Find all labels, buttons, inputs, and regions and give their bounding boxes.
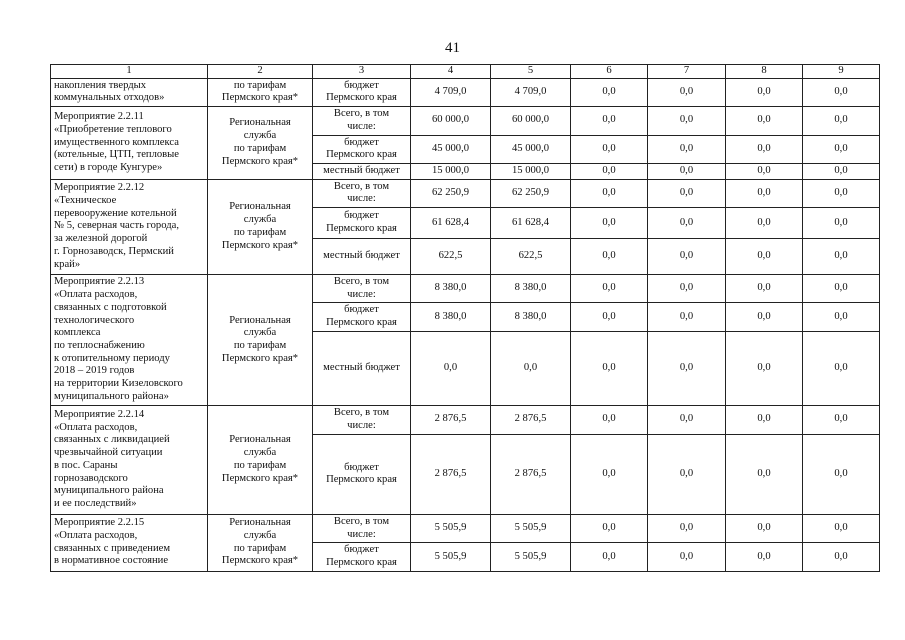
funding-source-cell: бюджет Пермского края <box>313 208 411 239</box>
amount-cell: 622,5 <box>491 239 571 275</box>
funding-source-cell: Всего, в том числе: <box>313 514 411 542</box>
amount-cell: 61 628,4 <box>491 208 571 239</box>
amount-cell: 0,0 <box>803 434 880 514</box>
amount-cell: 62 250,9 <box>491 179 571 207</box>
amount-cell: 0,0 <box>726 107 803 135</box>
amount-cell: 0,0 <box>571 514 648 542</box>
funding-source-cell: Всего, в том числе: <box>313 275 411 303</box>
amount-cell: 0,0 <box>571 543 648 571</box>
amount-cell: 0,0 <box>648 434 726 514</box>
amount-cell: 0,0 <box>726 135 803 163</box>
amount-cell: 15 000,0 <box>491 163 571 179</box>
amount-cell: 622,5 <box>411 239 491 275</box>
amount-cell: 0,0 <box>648 303 726 331</box>
amount-cell: 60 000,0 <box>491 107 571 135</box>
amount-cell: 0,0 <box>803 135 880 163</box>
amount-cell: 0,0 <box>411 331 491 405</box>
amount-cell: 0,0 <box>803 331 880 405</box>
amount-cell: 0,0 <box>803 107 880 135</box>
amount-cell: 0,0 <box>571 179 648 207</box>
table-row <box>51 179 880 207</box>
amount-cell: 0,0 <box>726 163 803 179</box>
amount-cell: 0,0 <box>803 78 880 106</box>
column-header: 3 <box>313 65 411 79</box>
amount-cell: 0,0 <box>491 331 571 405</box>
amount-cell: 0,0 <box>726 179 803 207</box>
amount-cell: 0,0 <box>803 179 880 207</box>
amount-cell: 0,0 <box>726 303 803 331</box>
event-name-cell: накопления твердых коммунальных отходов» <box>51 78 208 106</box>
amount-cell: 0,0 <box>571 405 648 434</box>
amount-cell: 0,0 <box>726 405 803 434</box>
amount-cell: 5 505,9 <box>411 543 491 571</box>
table-row <box>51 107 880 135</box>
amount-cell: 8 380,0 <box>411 275 491 303</box>
amount-cell: 0,0 <box>571 78 648 106</box>
amount-cell: 0,0 <box>648 135 726 163</box>
amount-cell: 0,0 <box>726 78 803 106</box>
funding-source-cell: бюджет Пермского края <box>313 303 411 331</box>
amount-cell: 15 000,0 <box>411 163 491 179</box>
responsible-cell: Региональная служба по тарифам Пермского края* <box>208 179 313 274</box>
program-table <box>50 64 880 572</box>
amount-cell: 0,0 <box>726 434 803 514</box>
amount-cell: 4 709,0 <box>491 78 571 106</box>
amount-cell: 0,0 <box>648 179 726 207</box>
header-row <box>51 65 880 79</box>
table-row <box>51 514 880 542</box>
amount-cell: 60 000,0 <box>411 107 491 135</box>
amount-cell: 0,0 <box>571 303 648 331</box>
amount-cell: 0,0 <box>726 208 803 239</box>
responsible-cell: Региональная служба по тарифам Пермского края* <box>208 275 313 406</box>
amount-cell: 5 505,9 <box>491 543 571 571</box>
event-name-cell: Мероприятие 2.2.15 «Оплата расходов, связанных с приведением в нормативное состояние <box>51 514 208 571</box>
amount-cell: 0,0 <box>726 239 803 275</box>
amount-cell: 0,0 <box>803 208 880 239</box>
amount-cell: 0,0 <box>648 514 726 542</box>
column-header: 2 <box>208 65 313 79</box>
amount-cell: 0,0 <box>648 163 726 179</box>
event-name-cell: Мероприятие 2.2.14 «Оплата расходов, связанных с ликвидацией чрезвычайной ситуации в пос. Сараны горнозаводского муниципального района и ее последствий» <box>51 405 208 514</box>
amount-cell: 0,0 <box>726 514 803 542</box>
column-header: 8 <box>726 65 803 79</box>
amount-cell: 0,0 <box>803 514 880 542</box>
amount-cell: 0,0 <box>803 303 880 331</box>
event-name-cell: Мероприятие 2.2.13 «Оплата расходов, связанных с подготовкой технологического комплекса по теплоснабжению к отопительному периоду 2018 – 2019 годов на территории Кизеловского муниципального района» <box>51 275 208 406</box>
responsible-cell: Региональная служба по тарифам Пермского края* <box>208 405 313 514</box>
amount-cell: 45 000,0 <box>491 135 571 163</box>
amount-cell: 0,0 <box>571 275 648 303</box>
amount-cell: 0,0 <box>571 208 648 239</box>
column-header: 1 <box>51 65 208 79</box>
amount-cell: 0,0 <box>571 239 648 275</box>
column-header: 4 <box>411 65 491 79</box>
page-number: 41 <box>445 40 460 56</box>
amount-cell: 0,0 <box>648 275 726 303</box>
funding-source-cell: местный бюджет <box>313 239 411 275</box>
amount-cell: 0,0 <box>571 135 648 163</box>
amount-cell: 5 505,9 <box>491 514 571 542</box>
amount-cell: 8 380,0 <box>411 303 491 331</box>
funding-source-cell: бюджет Пермского края <box>313 434 411 514</box>
amount-cell: 0,0 <box>803 543 880 571</box>
funding-source-cell: бюджет Пермского края <box>313 78 411 106</box>
event-name-cell: Мероприятие 2.2.11 «Приобретение теплового имущественного комплекса (котельные, ЦТП, тепловые сети) в городе Кунгуре» <box>51 107 208 180</box>
amount-cell: 0,0 <box>803 239 880 275</box>
amount-cell: 0,0 <box>726 331 803 405</box>
amount-cell: 8 380,0 <box>491 303 571 331</box>
amount-cell: 0,0 <box>648 239 726 275</box>
column-header: 7 <box>648 65 726 79</box>
funding-source-cell: бюджет Пермского края <box>313 135 411 163</box>
amount-cell: 2 876,5 <box>491 434 571 514</box>
table-row <box>51 405 880 434</box>
amount-cell: 2 876,5 <box>411 405 491 434</box>
amount-cell: 62 250,9 <box>411 179 491 207</box>
amount-cell: 0,0 <box>648 107 726 135</box>
column-header: 5 <box>491 65 571 79</box>
funding-source-cell: Всего, в том числе: <box>313 179 411 207</box>
funding-source-cell: местный бюджет <box>313 331 411 405</box>
column-header: 9 <box>803 65 880 79</box>
amount-cell: 5 505,9 <box>411 514 491 542</box>
amount-cell: 61 628,4 <box>411 208 491 239</box>
amount-cell: 8 380,0 <box>491 275 571 303</box>
amount-cell: 0,0 <box>803 163 880 179</box>
amount-cell: 0,0 <box>648 331 726 405</box>
amount-cell: 0,0 <box>726 275 803 303</box>
amount-cell: 0,0 <box>648 78 726 106</box>
amount-cell: 0,0 <box>803 405 880 434</box>
responsible-cell: Региональная служба по тарифам Пермского края* <box>208 514 313 571</box>
table-body <box>51 65 880 572</box>
amount-cell: 0,0 <box>648 208 726 239</box>
funding-source-cell: местный бюджет <box>313 163 411 179</box>
funding-source-cell: Всего, в том числе: <box>313 405 411 434</box>
amount-cell: 0,0 <box>726 543 803 571</box>
amount-cell: 0,0 <box>571 434 648 514</box>
amount-cell: 0,0 <box>803 275 880 303</box>
responsible-cell: Региональная служба по тарифам Пермского края* <box>208 107 313 180</box>
amount-cell: 45 000,0 <box>411 135 491 163</box>
funding-source-cell: бюджет Пермского края <box>313 543 411 571</box>
responsible-cell: по тарифам Пермского края* <box>208 78 313 106</box>
amount-cell: 0,0 <box>571 107 648 135</box>
amount-cell: 4 709,0 <box>411 78 491 106</box>
amount-cell: 0,0 <box>571 331 648 405</box>
amount-cell: 2 876,5 <box>491 405 571 434</box>
amount-cell: 0,0 <box>571 163 648 179</box>
table-row <box>51 78 880 106</box>
event-name-cell: Мероприятие 2.2.12 «Техническое перевооружение котельной № 5, северная часть города, за железной дорогой г. Горнозаводск, Пермский край» <box>51 179 208 274</box>
amount-cell: 0,0 <box>648 543 726 571</box>
amount-cell: 0,0 <box>648 405 726 434</box>
amount-cell: 2 876,5 <box>411 434 491 514</box>
column-header: 6 <box>571 65 648 79</box>
table-row <box>51 275 880 303</box>
funding-source-cell: Всего, в том числе: <box>313 107 411 135</box>
